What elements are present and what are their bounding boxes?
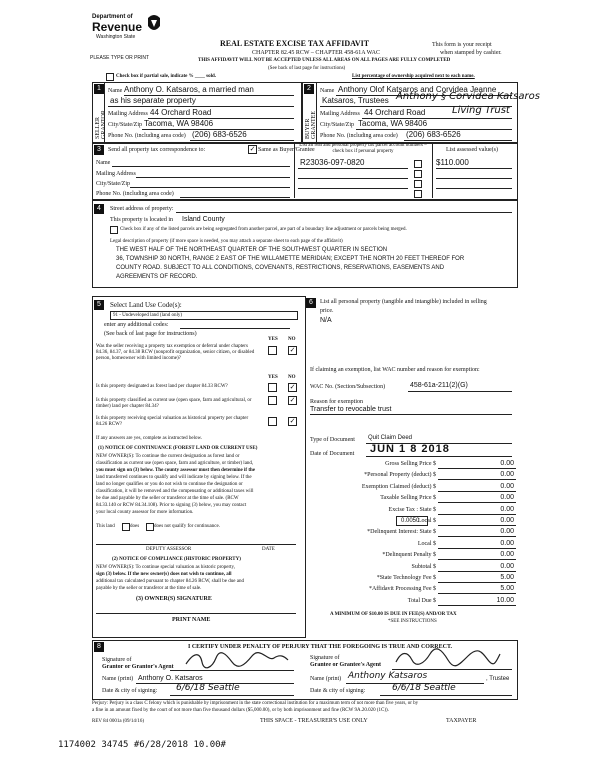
legal-line-3: COUNTY ROAD. SUBJECT TO ALL CONDITIONS, COVENANTS, RESTRICTIONS, RESERVATIONS, EASEMENTS AND: [116, 265, 445, 271]
yes-header-1: YES: [268, 337, 278, 342]
tax-row-label: *State Technology Fee $: [376, 575, 436, 581]
rev-number: REV 84 0001a (09/14/16): [92, 719, 144, 724]
buyer-handwritten-name: Anthony § Corvidea Katsaros: [396, 91, 540, 102]
buyer-mailing-label: Mailing Address: [320, 111, 360, 117]
grantee-name-value: Anthony Katsaros: [348, 671, 428, 681]
section-4-number: 4: [94, 204, 104, 214]
grantor-name-value[interactable]: Anthony O. Katsaros: [138, 675, 203, 682]
buyer-city-value[interactable]: Tacoma, WA 98406: [358, 119, 428, 128]
continuance-line-3: you must sign on (3) below. The county assessor must then determine if the: [96, 468, 255, 473]
wac-value[interactable]: 458-61a-211(2)(G): [410, 382, 468, 389]
section-6-number: 6: [306, 298, 316, 308]
form-title: REAL ESTATE EXCISE TAX AFFIDAVIT: [220, 39, 370, 48]
tax-row-value[interactable]: 0.00: [500, 517, 514, 524]
legal-line-4: AGREEMENTS OF RECORD.: [116, 274, 198, 280]
does-not-label: does not qualify for continuance.: [154, 524, 220, 529]
tax-row-label: Exemption Claimed (deduct) $: [361, 484, 436, 490]
tax-row-label: *Delinquent Penalty $: [382, 552, 436, 558]
legal-description-label: Legal description of property (if more space is needed, you may attach a separate sheet to each page of the affidavit): [110, 239, 343, 244]
wac-label: WAC No. (Section/Subsection): [310, 384, 386, 390]
q1-yes-checkbox[interactable]: [268, 346, 277, 355]
same-as-buyer-checkbox[interactable]: ✓: [249, 145, 256, 153]
trustee-label: , Trustee: [486, 676, 510, 682]
logo-dept-label: Department of: [92, 14, 133, 20]
buyer-name-value[interactable]: Anthony Olof Katsaros and Corvidea Jeanne: [338, 85, 497, 94]
logo-dept-name: Revenue: [92, 20, 143, 34]
tax-row-value[interactable]: 0.00: [500, 506, 514, 513]
seller-city-label: City/State/Zip: [108, 122, 142, 128]
see-instructions-note: *SEE INSTRUCTIONS: [388, 619, 437, 624]
grantee-signature: [392, 648, 502, 668]
section-2-number: 2: [304, 84, 314, 94]
partial-sale-label: Check box if partial sale, indicate % ____ sold.: [116, 74, 217, 79]
grantor-name-label: Name (print): [102, 676, 134, 682]
county-value[interactable]: Island County: [182, 216, 225, 223]
assessed-value[interactable]: $110.000: [436, 158, 469, 167]
seller-city-value[interactable]: Tacoma, WA 98406: [144, 119, 214, 128]
deputy-date-label: DATE: [262, 547, 275, 552]
corr-name-label: Name: [96, 160, 111, 166]
q1-no-checkbox[interactable]: ✓: [289, 346, 296, 354]
corr-mailing-label: Mailing Address: [96, 171, 136, 177]
min-fee-note: A MINIMUM OF $10.00 IS DUE IN FEE(S) AND/OR TAX: [330, 612, 457, 617]
exemption-intro: If claiming an exemption, list WAC number and reason for exemption:: [310, 367, 480, 373]
tax-row-value[interactable]: 0.00: [500, 551, 514, 558]
recording-stamp: 1174002 34745 #6/28/2018 10.00#: [58, 740, 226, 750]
continuance-title: (1) NOTICE OF CONTINUANCE (FOREST LAND OR CURRENT USE): [98, 446, 258, 451]
buyer-name-label: Name: [320, 88, 335, 94]
reason-label: Reason for exemption: [310, 399, 363, 405]
q4-no-checkbox[interactable]: ✓: [289, 417, 296, 425]
continuance-line-7: be due and payable by the seller or transferor at the time of sale. (RCW: [96, 496, 239, 501]
see-back-note: (See back of last page for instructions): [268, 66, 346, 71]
compliance-line-2: sign (3) below. If the new owner(s) does not wish to continue, all: [96, 572, 232, 577]
no-header-2: NO: [288, 375, 296, 380]
section-5-number: 5: [94, 300, 104, 310]
tax-row-value[interactable]: 10.00: [496, 597, 514, 604]
buyer-phone-label: Phone No. (including area code): [320, 133, 398, 139]
compliance-line-4: payable by the seller or transferor at the time of sale.: [96, 586, 202, 591]
local-rate-box: [396, 516, 428, 526]
doc-date-value[interactable]: JUN 1 8 2018: [370, 443, 450, 455]
compliance-title: (2) NOTICE OF COMPLIANCE (HISTORIC PROPERTY): [112, 557, 241, 562]
seller-grantor-label: SELLER GRANTOR: [95, 110, 107, 139]
legal-line-1: THE WEST HALF OF THE NORTHEAST QUARTER OF THE SOUTHWEST QUARTER IN SECTION: [116, 247, 388, 253]
tax-row-value[interactable]: 0.00: [500, 460, 514, 467]
parcel-personal-checkbox-4[interactable]: [414, 190, 422, 198]
tax-row-value[interactable]: 0.00: [500, 471, 514, 478]
continuance-line-2: classification as current use (open space, farm and agriculture, or timber) land,: [96, 461, 254, 466]
corr-phone-label: Phone No. (including area code): [96, 191, 174, 197]
section-1-number: 1: [94, 84, 104, 94]
treasurer-use-label: THIS SPACE - TREASURER'S USE ONLY: [260, 718, 368, 724]
continuance-line-4: land transferred continues to qualify and will indicate by signing below. If the: [96, 475, 252, 480]
tax-row-value[interactable]: 0.00: [500, 528, 514, 535]
tax-row-label: Gross Selling Price $: [385, 461, 436, 467]
continuance-line-5: land no longer qualifies or you do not wish to continue the designation or: [96, 482, 243, 487]
seller-address-value[interactable]: 44 Orchard Road: [150, 108, 212, 117]
section-8-number: 8: [94, 642, 104, 652]
buyer-phone-value[interactable]: (206) 683-6526: [406, 130, 461, 139]
continuance-line-8: 84.33.140 or RCW 84.34.108). Prior to signing (3) below, you may contact: [96, 503, 247, 508]
tax-row-label: *Personal Property (deduct) $: [364, 472, 436, 478]
grantor-sig-label: Signature of: [102, 657, 132, 663]
segregated-label: Check box if any of the listed parcels are being segregated from another parcel, are part of a boundary line adjustment or parcels being merged.: [120, 227, 407, 232]
grantee-date-value: 6/6/18 Seattle: [392, 683, 456, 693]
buyer-city-label: City/State/Zip: [320, 122, 354, 128]
buyer-name-value-2[interactable]: Katsaros, Trustees: [322, 96, 389, 105]
form-chapter: CHAPTER 82.45 RCW – CHAPTER 458-61A WAC: [252, 50, 380, 56]
tax-row-label: Excise Tax : State $: [388, 507, 436, 513]
seller-name-label: Name: [108, 88, 123, 94]
tax-row-value[interactable]: 0.00: [500, 540, 514, 547]
parcel-personal-checkbox-1[interactable]: [414, 160, 422, 168]
land-use-select[interactable]: [110, 311, 298, 320]
personal-property-value[interactable]: N/A: [320, 317, 332, 324]
form-warning: THIS AFFIDAVIT WILL NOT BE ACCEPTED UNLESS ALL AREAS ON ALL PAGES ARE FULLY COMPLETED: [198, 58, 451, 63]
tax-row-value[interactable]: 0.00: [500, 494, 514, 501]
yes-header-2: YES: [268, 375, 278, 380]
tax-row-label: Total Due $: [407, 598, 436, 604]
grantee-name-label: Name (print): [310, 676, 342, 682]
continuance-line-6: classification, it will be removed and the compensating or additional taxes will: [96, 489, 254, 494]
legal-line-2: 36, TOWNSHIP 30 NORTH, RANGE 2 EAST OF THE WILLAMETTE MERIDIAN; EXCEPT THE NORTH 20 FEET THEREOF FOR: [116, 256, 465, 262]
land-use-label: Select Land Use Code(s):: [110, 301, 182, 309]
personal-price-label: price.: [320, 308, 334, 314]
section-3-number: 3: [94, 145, 104, 155]
complete-note: If any answers are yes, complete as instructed below.: [96, 436, 203, 441]
partial-sale-checkbox[interactable]: [106, 73, 114, 81]
tax-row-value[interactable]: 5.00: [500, 585, 514, 592]
grantee-agent-label: Grantee or Grantee's Agent: [310, 662, 382, 668]
receipt-note-1: This form is your receipt: [432, 42, 492, 48]
certify-statement: I CERTIFY UNDER PENALTY OF PERJURY THAT THE FOREGOING IS TRUE AND CORRECT.: [188, 644, 453, 650]
does-label: does: [130, 524, 140, 529]
tax-row-value[interactable]: 0.00: [500, 483, 514, 490]
grantee-date-label: Date & city of signing:: [310, 688, 366, 694]
doc-type-label: Type of Document: [310, 437, 355, 443]
question-4: Is this property receiving special valuation as historical property per chapter 84.26 RCW?: [96, 416, 249, 427]
perjury-line-2: a fine in an amount fixed by the court of not more than five thousand dollars ($5,000.00), or by both imprisonment and fine (RCW 9A.20.020 (1C)).: [92, 708, 389, 713]
question-1: Was the seller receiving a property tax exemption or deferral under chapters 84.36, 84.37, or 84.38 RCW (nonprofit organization, senior citizen, or disabled person, homeowner with limited income)?: [96, 344, 255, 361]
tax-row-label: Local $: [417, 541, 436, 547]
located-in-label: This property is located in: [110, 217, 173, 223]
does-not-qualify-checkbox[interactable]: [146, 523, 154, 531]
reason-value[interactable]: Transfer to revocable trust: [310, 406, 392, 413]
same-as-buyer-label: Same as Buyer/Grantee: [258, 147, 315, 153]
grantor-signature: [182, 650, 292, 670]
additional-codes-label: enter any additional codes:: [104, 322, 169, 328]
corr-city-label: City/State/Zip: [96, 181, 130, 187]
deputy-assessor-label: DEPUTY ASSESSOR: [146, 547, 192, 552]
q2-yes-checkbox[interactable]: [268, 383, 277, 392]
continuance-line-9: your local county assessor for more information.: [96, 510, 194, 515]
q3-yes-checkbox[interactable]: [268, 396, 277, 405]
tax-row-label: *Affidavit Processing Fee $: [368, 586, 436, 592]
buyer-grantee-label: BUYER GRANTEE: [305, 111, 317, 139]
buyer-handwritten-trust: Living Trust: [452, 105, 510, 116]
compliance-line-3: additional tax calculated pursuant to chapter 84.26 RCW, shall be due and: [96, 579, 244, 584]
personal-property-label: List all personal property (tangible and intangible) included in selling: [320, 299, 487, 305]
continuance-line-1: NEW OWNER(S): To continue the current designation as forest land or: [96, 454, 240, 459]
dor-seal-icon: [146, 14, 162, 36]
this-land-label: This land: [96, 524, 115, 529]
tax-row-value[interactable]: 0.00: [500, 563, 514, 570]
dor-logo: [92, 14, 162, 48]
parcel-personal-checkbox-3[interactable]: [414, 180, 422, 188]
parcel-personal-checkbox-2[interactable]: [414, 170, 422, 178]
question-3: Is this property classified as current use (open space, farm and agricultural, or timber) land per chapter 84.34?: [96, 398, 252, 409]
grantor-date-value: 6/6/18 Seattle: [176, 683, 240, 693]
tax-row-label: *Delinquent Interest: State $: [367, 529, 436, 535]
seller-name-value[interactable]: Anthony O. Katsaros, a married man: [124, 85, 254, 94]
grantor-date-label: Date & city of signing:: [102, 688, 158, 694]
tax-row-label: Local $: [417, 518, 436, 524]
perjury-line-1: Perjury: Perjury is a class C felony which is punishable by imprisonment in the state correctional institution for a maximum term of not more than five years, or by: [92, 701, 419, 706]
ownership-list-note: List percentage of ownership acquired next to each name.: [352, 74, 475, 79]
tax-row-label: Taxable Selling Price $: [380, 495, 436, 501]
seller-name-value-2[interactable]: as his separate property: [110, 96, 196, 105]
segregated-checkbox[interactable]: [110, 226, 118, 234]
compliance-line-1: NEW OWNER(S): To continue special valuation as historic property,: [96, 565, 235, 570]
send-correspondence-label: Send all property tax correspondence to:: [108, 147, 206, 153]
grantor-agent-label: Grantor or Grantor's Agent: [102, 664, 174, 670]
q3-no-checkbox[interactable]: ✓: [289, 396, 296, 404]
street-address-label: Street address of property:: [110, 206, 174, 212]
parcel-header: List all real and personal property tax parcel account numbers – check box if personal property: [299, 143, 427, 154]
q4-yes-checkbox[interactable]: [268, 417, 277, 426]
print-name-label: PRINT NAME: [172, 617, 211, 623]
taxpayer-label: TAXPAYER: [446, 718, 477, 724]
parcel-number[interactable]: R23036-097-0820: [300, 158, 365, 167]
grantee-sig-label: Signature of: [310, 655, 340, 661]
doc-date-label: Date of Document: [310, 451, 355, 457]
question-2: Is this property designated as forest land per chapter 84.33 RCW?: [96, 384, 228, 389]
q2-no-checkbox[interactable]: ✓: [289, 383, 296, 391]
assessed-header: List assessed value(s): [446, 147, 498, 153]
logo-state: Washington State: [96, 34, 136, 40]
doc-type-value[interactable]: Quit Claim Deed: [368, 435, 413, 441]
seller-phone-label: Phone No. (including area code): [108, 133, 186, 139]
tax-row-label: Subtotal $: [411, 564, 436, 570]
print-note: PLEASE TYPE OR PRINT: [90, 55, 150, 61]
does-qualify-checkbox[interactable]: [122, 523, 130, 531]
local-rate-value[interactable]: 0.0050: [401, 518, 420, 524]
seller-mailing-label: Mailing Address: [108, 111, 148, 117]
no-header-1: NO: [288, 337, 296, 342]
receipt-note-2: when stamped by cashier.: [440, 50, 502, 56]
buyer-address-value[interactable]: 44 Orchard Road: [364, 108, 426, 117]
land-use-see-back: (See back of last page for instructions): [104, 331, 197, 337]
owner-signature-label: (3) OWNER(S) SIGNATURE: [136, 596, 212, 602]
land-use-selected-value: 91 - Undeveloped land (land only): [113, 313, 183, 318]
tax-row-value[interactable]: 5.00: [500, 574, 514, 581]
seller-phone-value[interactable]: (206) 683-6526: [192, 130, 247, 139]
